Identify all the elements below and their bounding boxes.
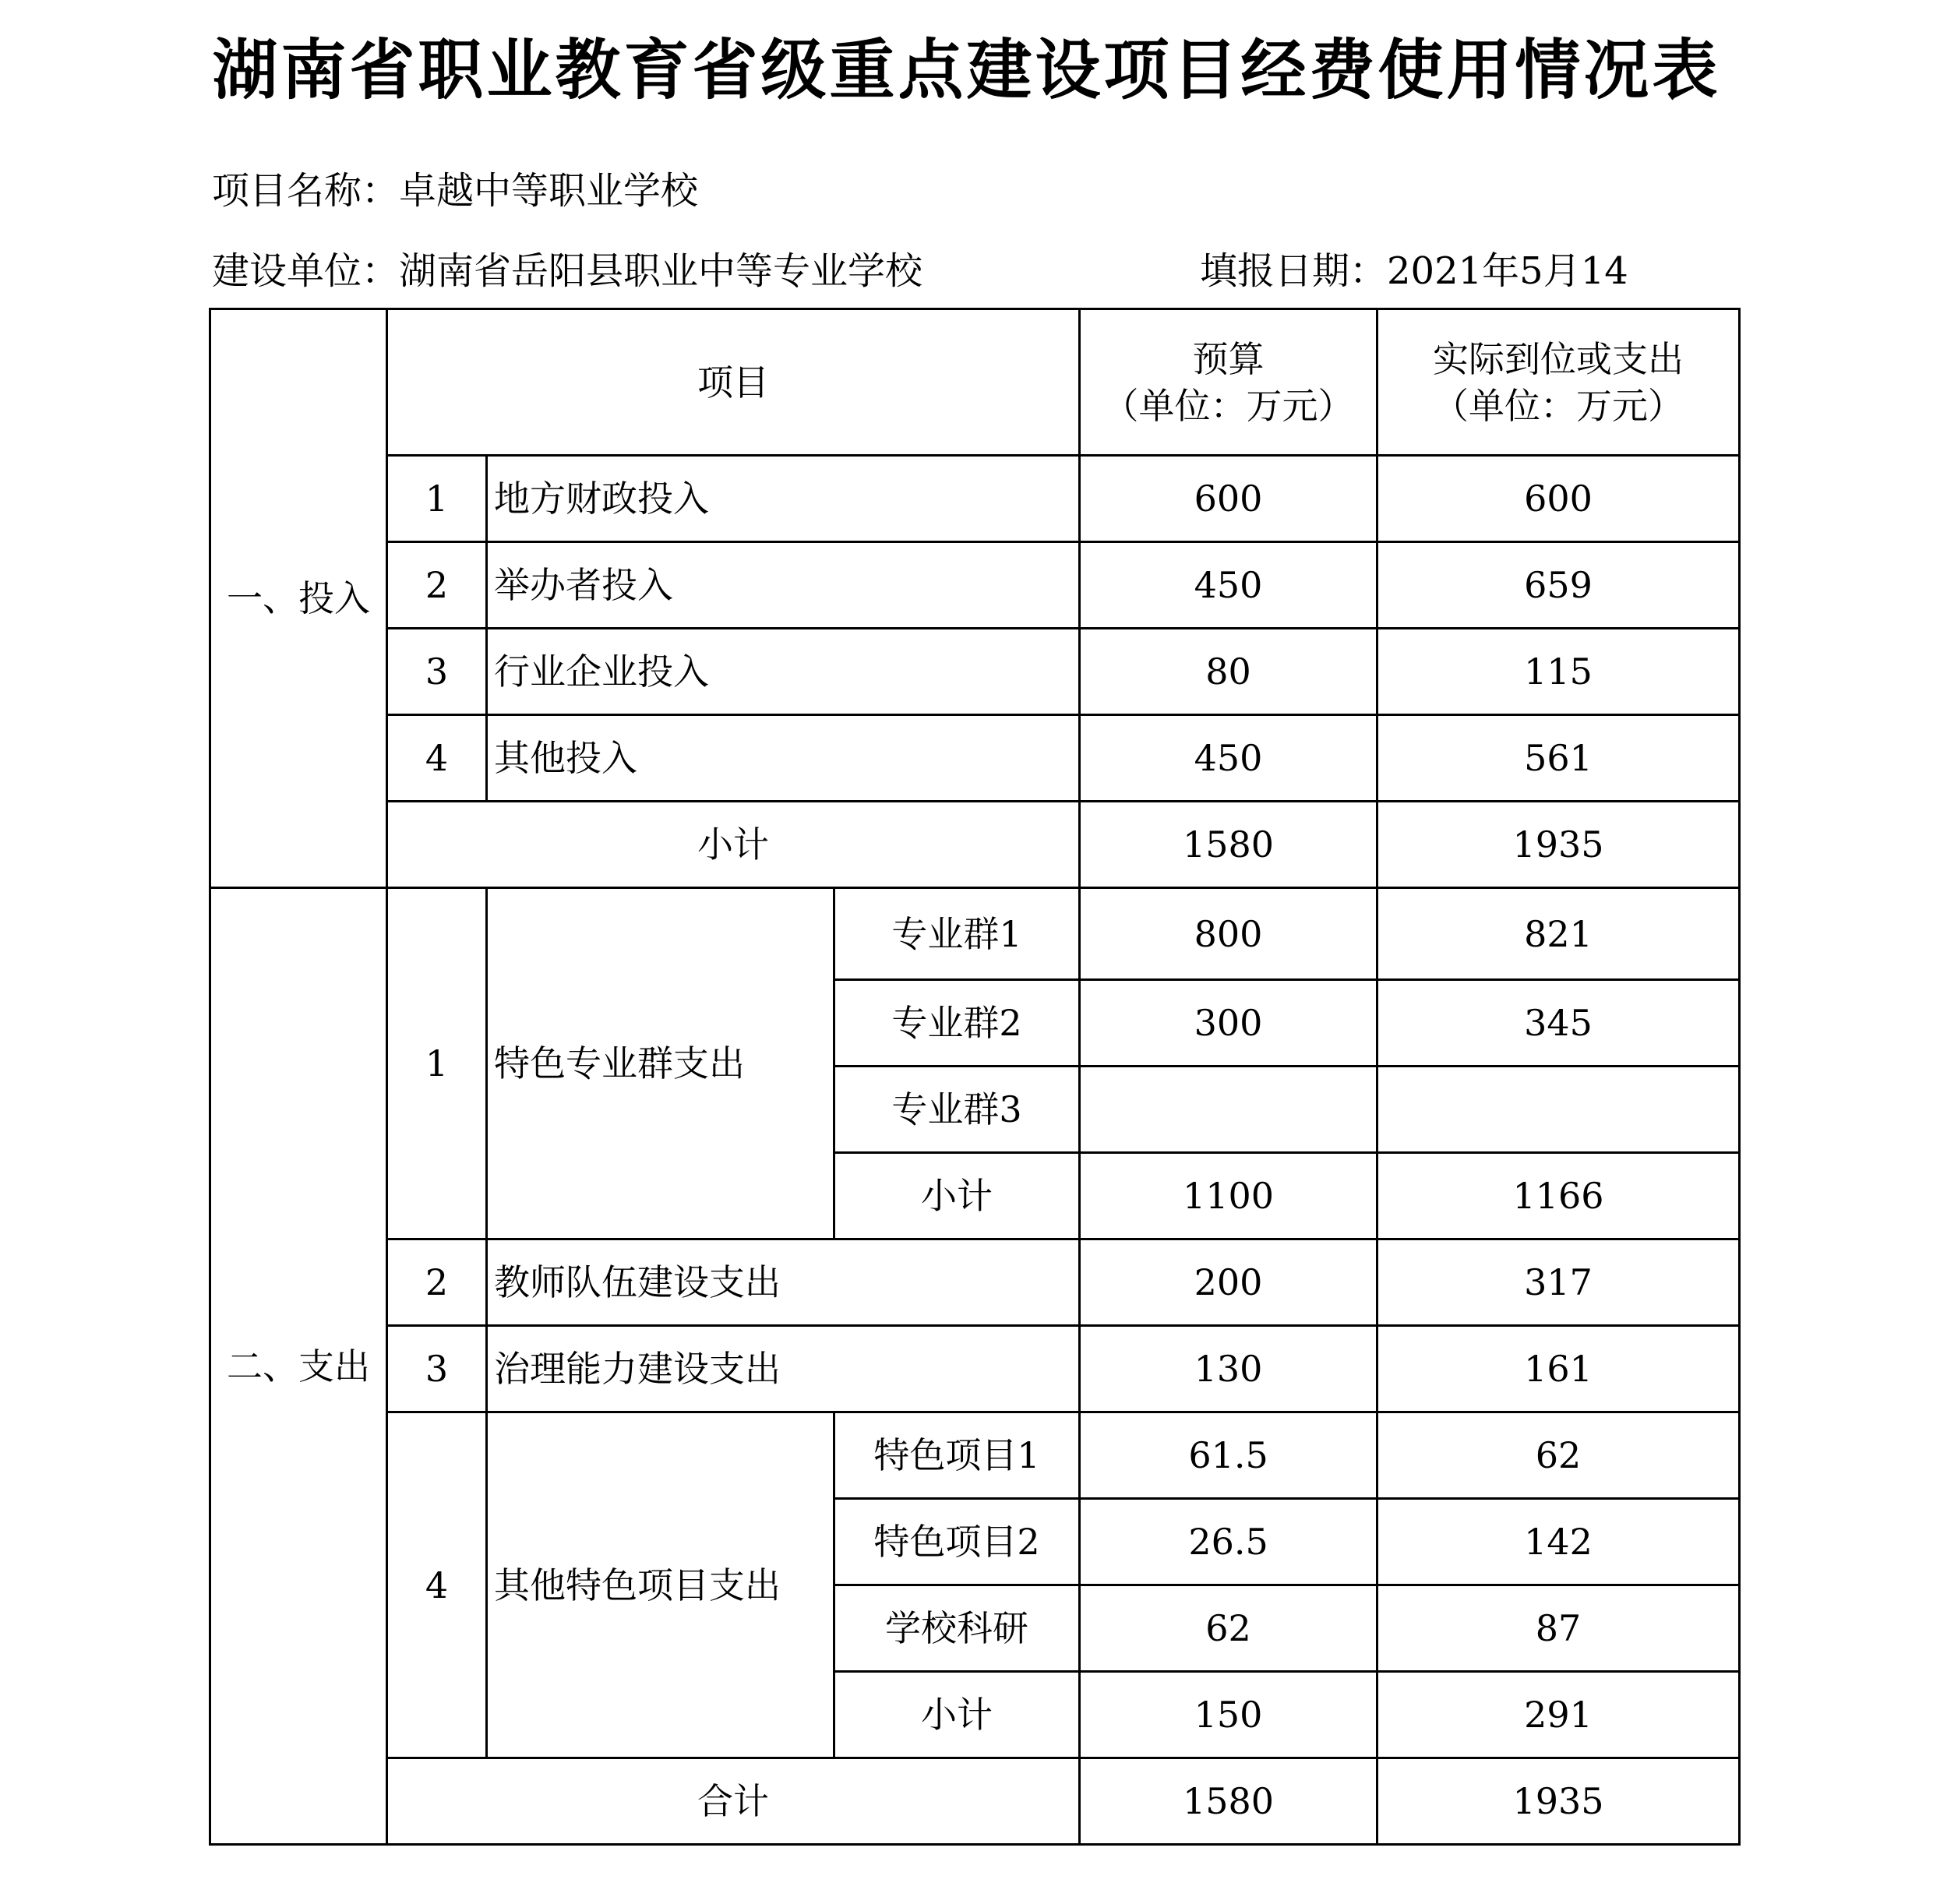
report-date-label: 填报日期：: [1200, 249, 1388, 293]
project-name-line: [212, 167, 698, 214]
total-actual: 1935: [1377, 1758, 1740, 1845]
row-actual: 600: [1377, 456, 1740, 542]
row-budget: 130: [1080, 1326, 1377, 1412]
subtotal-budget: 1580: [1080, 802, 1377, 888]
sub-item-name: 专业群1: [834, 888, 1080, 980]
section-input-label: 一、投入: [210, 309, 387, 888]
row-number: 3: [387, 1326, 487, 1412]
page-title: 湖南省职业教育省级重点建设项目经费使用情况表: [212, 32, 1721, 108]
funds-table: [209, 308, 1741, 1846]
row-name: 治理能力建设支出: [487, 1326, 1080, 1412]
row-actual: 291: [1377, 1672, 1740, 1758]
row-budget: 600: [1080, 456, 1377, 542]
row-actual: 345: [1377, 980, 1740, 1067]
row-budget: 62: [1080, 1585, 1377, 1672]
row-budget: 150: [1080, 1672, 1377, 1758]
row-name: 教师队伍建设支出: [487, 1239, 1080, 1326]
table-row: [210, 542, 1740, 629]
total-budget: 1580: [1080, 1758, 1377, 1845]
header-actual-line2: （单位：万元）: [1433, 384, 1684, 427]
sub-item-name: 特色项目2: [834, 1499, 1080, 1585]
row-budget: 1100: [1080, 1153, 1377, 1239]
sub-item-name: 小计: [834, 1153, 1080, 1239]
section-expense-label: 二、支出: [210, 888, 387, 1845]
row-actual: 87: [1377, 1585, 1740, 1672]
row-name: 其他特色项目支出: [487, 1412, 834, 1758]
row-actual: 62: [1377, 1412, 1740, 1499]
construction-unit-label: 建设单位：: [212, 249, 400, 293]
row-number: 1: [387, 456, 487, 542]
subtotal-actual: 1935: [1377, 802, 1740, 888]
table-header-row: [210, 309, 1740, 456]
header-actual-line1: 实际到位或支出: [1433, 337, 1684, 380]
sub-item-name: 专业群3: [834, 1067, 1080, 1153]
row-budget: 800: [1080, 888, 1377, 980]
row-actual: 561: [1377, 715, 1740, 802]
header-budget-line1: 预算: [1192, 337, 1265, 380]
header-budget-line2: （单位：万元）: [1102, 384, 1354, 427]
row-budget: 300: [1080, 980, 1377, 1067]
row-name: 特色专业群支出: [487, 888, 834, 1239]
input-subtotal-row: [210, 802, 1740, 888]
row-number: 2: [387, 1239, 487, 1326]
row-budget: 80: [1080, 629, 1377, 715]
sub-item-name: 专业群2: [834, 980, 1080, 1067]
construction-unit-value: 湖南省岳阳县职业中等专业学校: [399, 249, 923, 293]
sub-item-name: 学校科研: [834, 1585, 1080, 1672]
row-actual: 161: [1377, 1326, 1740, 1412]
project-name-value: 卓越中等职业学校: [399, 169, 699, 213]
row-number: 4: [387, 1412, 487, 1758]
sub-item-name: 小计: [834, 1672, 1080, 1758]
row-budget: 26.5: [1080, 1499, 1377, 1585]
row-actual: 115: [1377, 629, 1740, 715]
row-name: 行业企业投入: [487, 629, 1080, 715]
total-label: 合计: [387, 1758, 1080, 1845]
table-row: [210, 456, 1740, 542]
row-number: 4: [387, 715, 487, 802]
total-row: [210, 1758, 1740, 1845]
row-number: 3: [387, 629, 487, 715]
header-budget: [1080, 309, 1377, 456]
table-row: [210, 1412, 1740, 1499]
row-budget: 200: [1080, 1239, 1377, 1326]
row-budget: [1080, 1067, 1377, 1153]
report-date-line: [1200, 248, 1628, 294]
row-budget: 61.5: [1080, 1412, 1377, 1499]
row-actual: 142: [1377, 1499, 1740, 1585]
row-name: 地方财政投入: [487, 456, 1080, 542]
row-actual: 1166: [1377, 1153, 1740, 1239]
table-row: [210, 1326, 1740, 1412]
report-date-value: 2021年5月14: [1387, 249, 1628, 293]
row-actual: [1377, 1067, 1740, 1153]
header-item: 项目: [387, 309, 1080, 456]
row-actual: 659: [1377, 542, 1740, 629]
project-name-label: 项目名称：: [212, 169, 400, 213]
table-row: [210, 1239, 1740, 1326]
table-row: [210, 715, 1740, 802]
sub-item-name: 特色项目1: [834, 1412, 1080, 1499]
row-number: 1: [387, 888, 487, 1239]
header-actual: [1377, 309, 1740, 456]
row-name: 举办者投入: [487, 542, 1080, 629]
construction-unit-line: [212, 248, 922, 294]
row-number: 2: [387, 542, 487, 629]
row-name: 其他投入: [487, 715, 1080, 802]
table-row: [210, 888, 1740, 980]
subtotal-label: 小计: [387, 802, 1080, 888]
row-actual: 821: [1377, 888, 1740, 980]
table-row: [210, 629, 1740, 715]
row-budget: 450: [1080, 542, 1377, 629]
row-budget: 450: [1080, 715, 1377, 802]
row-actual: 317: [1377, 1239, 1740, 1326]
